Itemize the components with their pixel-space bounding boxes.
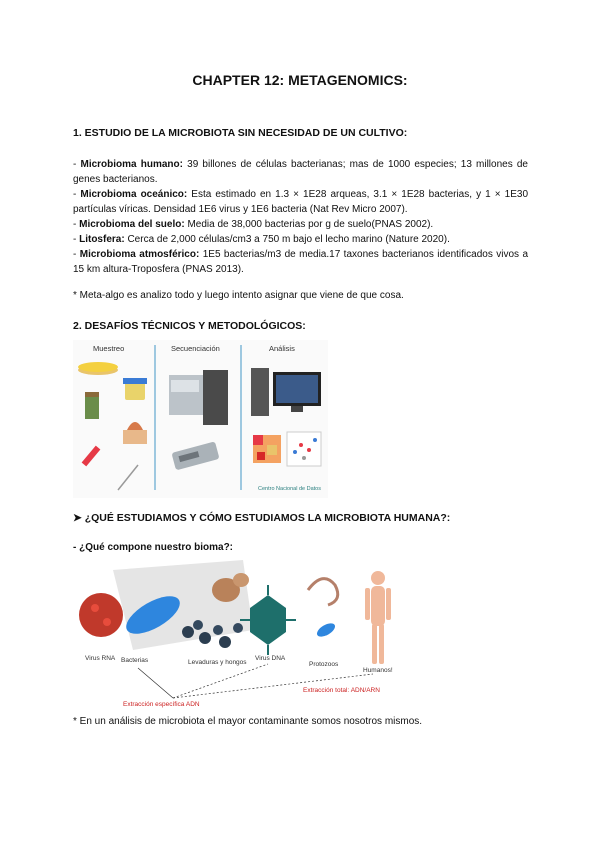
- label-humanos: Humanos!: [363, 667, 393, 674]
- human-icon: [365, 571, 391, 664]
- section3-subheading: - ¿Qué compone nuestro bioma?:: [73, 542, 234, 553]
- label-extraction-total: Extracción total: ADN/ARN: [303, 687, 380, 694]
- workflow-figure: [73, 340, 328, 498]
- section2-heading: 2. DESAFÍOS TÉCNICOS Y METODOLÓGICOS:: [73, 320, 306, 332]
- virus-dna-icon: [240, 585, 296, 655]
- label-bacterias: Bacterias: [121, 657, 149, 664]
- item-ocean: - Microbioma oceánico: Esta estimado en 1.3 × 1E28 arqueas, 3.1 × 1E28 bacterias, y 1 × 1E30 partículas víricas. Densidad 1E6 virus y 1E6 bacteria (Nat Rev Micro 2007).: [73, 189, 529, 215]
- label-virus-rna: Virus RNA: [85, 655, 116, 662]
- item-atmosphere: - Microbioma atmosférico: 1E5 bacterias/m3 de media.17 taxones bacterianos identificados vivos a 15 km altura-Troposfera (PNAS 2013).: [73, 249, 529, 275]
- section1-heading: 1. ESTUDIO DE LA MICROBIOTA SIN NECESIDAD DE UN CULTIVO:: [73, 127, 408, 139]
- col-muestreo: Muestreo: [93, 344, 125, 353]
- col-secuenciacion: Secuenciación: [171, 344, 220, 353]
- section3-note: * En un análisis de microbiota el mayor contaminante somos nosotros mismos.: [73, 716, 423, 727]
- item-lithosphere: - Litosfera: Cerca de 2,000 células/cm3 a 750 m bajo el lecho marino (Nature 2020).: [73, 234, 450, 245]
- bioma-figure: [73, 560, 408, 710]
- sample-jar-icon: [123, 378, 147, 400]
- sample-plate-icon: [78, 362, 118, 375]
- item-human: - Microbioma humano: 39 billones de células bacterianas; mas de 1000 especies; 13 millones de genes bacterianos.: [73, 159, 528, 185]
- page-title: CHAPTER 12: METAGENOMICS:: [192, 72, 408, 88]
- figure-credit: Centro Nacional de Datos: [258, 486, 321, 492]
- soil-sample-icon: [85, 392, 99, 419]
- item-soil: - Microbioma del suelo: Media de 38,000 bacterias por g de suelo(PNAS 2002).: [73, 219, 434, 230]
- section3-heading: ➤ ¿QUÉ ESTUDIAMOS Y CÓMO ESTUDIAMOS LA MICROBIOTA HUMANA?:: [73, 512, 451, 524]
- label-virus-dna: Virus DNA: [255, 655, 286, 662]
- label-protozoos: Protozoos: [309, 661, 339, 668]
- col-analisis: Análisis: [269, 344, 295, 353]
- heatmap-icon: [253, 435, 281, 463]
- protozoa-icon: [308, 579, 338, 640]
- volcano-plot-icon: [287, 432, 321, 466]
- label-levaduras: Levaduras y hongos: [188, 659, 247, 666]
- section1-note: * Meta-algo es analizo todo y luego intento asignar que viene de que cosa.: [73, 290, 404, 301]
- label-extraction-specific: Extracción específica ADN: [123, 701, 200, 708]
- virus-rna-icon: [79, 593, 123, 637]
